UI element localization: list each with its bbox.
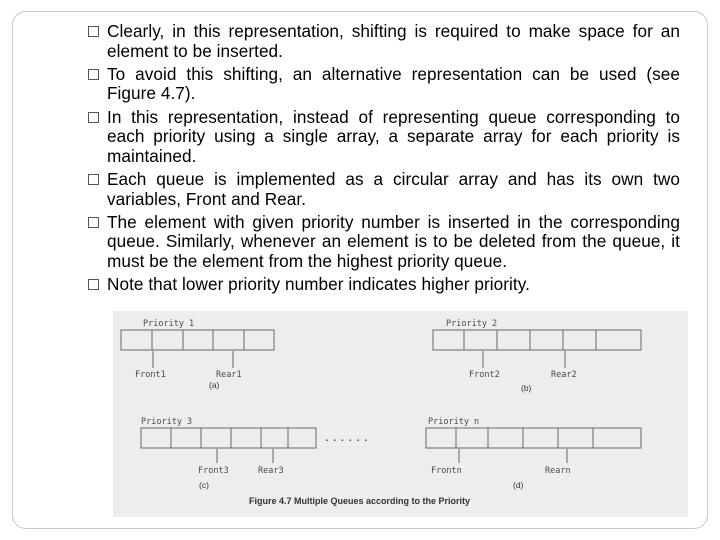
queue-a-array	[121, 330, 274, 350]
checkbox-bullet-icon	[88, 279, 99, 290]
queue-c-rear-label: Rear3	[258, 466, 284, 476]
bullet-item	[88, 170, 680, 209]
queue-d-title: Priority n	[428, 417, 480, 427]
bullet-item	[88, 213, 680, 272]
checkbox-bullet-icon	[88, 174, 99, 185]
queue-ellipsis: . . . . . .	[325, 428, 368, 444]
queue-a-title: Priority 1	[143, 319, 195, 329]
figure-caption: Figure 4.7 Multiple Queues according to the Priority	[249, 496, 471, 506]
bullet-item	[88, 108, 680, 167]
figure-multiple-queues	[113, 311, 688, 517]
bullet-text: Note that lower priority number indicates higher priority.	[107, 275, 530, 295]
bullet-item	[88, 22, 680, 61]
bullet-text: Clearly, in this representation, shifting is required to make space for an element to be inserted.	[107, 21, 680, 61]
queue-b-title: Priority 2	[446, 319, 498, 329]
bullet-text: In this representation, instead of representing queue corresponding to each priority using a single array, a separate array for each priority is maintained.	[107, 106, 680, 166]
checkbox-bullet-icon	[88, 217, 99, 228]
checkbox-bullet-icon	[88, 112, 99, 123]
queue-a-front-label: Front1	[135, 370, 166, 380]
bullet-item	[88, 275, 680, 294]
queue-c-array	[141, 428, 316, 448]
queue-d-array	[426, 428, 641, 448]
queue-c-tag: (c)	[199, 480, 209, 490]
queue-c-front-label: Front3	[198, 466, 229, 476]
queue-b-front-label: Front2	[469, 370, 500, 380]
bullet-text: Each queue is implemented as a circular array and has its own two variables, Front and Rear.	[107, 168, 680, 209]
queue-d-tag: (d)	[513, 480, 524, 490]
queue-a-rear-label: Rear1	[216, 370, 242, 380]
bullet-list	[88, 22, 680, 298]
queue-d-front-label: Frontn	[431, 466, 462, 476]
queue-c-title: Priority 3	[141, 417, 193, 427]
checkbox-bullet-icon	[88, 26, 99, 37]
queue-b-rear-label: Rear2	[551, 370, 577, 380]
checkbox-bullet-icon	[88, 69, 99, 80]
queue-a-tag: (a)	[209, 380, 220, 390]
bullet-item	[88, 65, 680, 104]
bullet-text: The element with given priority number is inserted in the corresponding queue. Similarly, whenever an element is to be deleted from the queue, it must be the element from the highest priority queue.	[107, 211, 680, 271]
queue-d-rear-label: Rearn	[545, 466, 571, 476]
figure-diagram	[113, 311, 688, 517]
bullet-text: To avoid this shifting, an alternative representation can be used (see Figure 4.7).	[107, 63, 680, 104]
queue-b-tag: (b)	[521, 383, 532, 393]
